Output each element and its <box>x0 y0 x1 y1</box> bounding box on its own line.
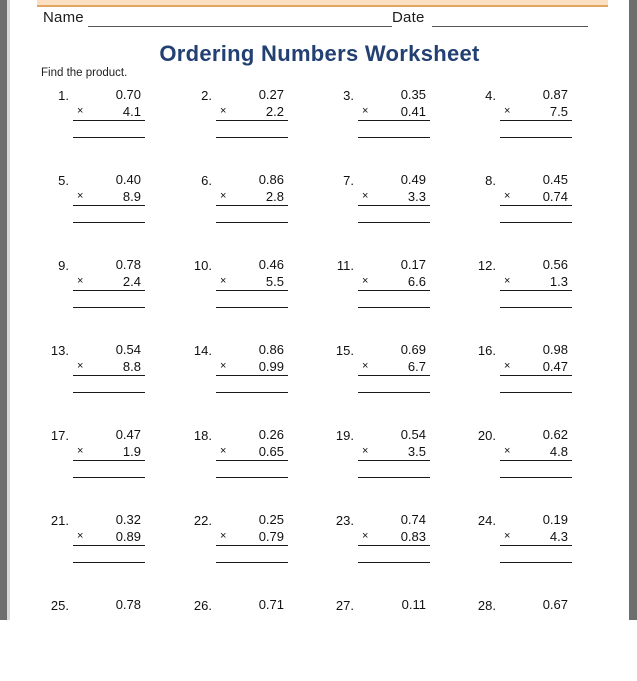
problem-stack <box>358 511 430 563</box>
problem <box>470 171 590 249</box>
multiply-operator-icon: × <box>77 275 84 287</box>
problem <box>186 256 306 334</box>
multiplier-line <box>216 273 288 291</box>
page-title: Ordering Numbers Worksheet <box>159 41 480 66</box>
answer-line[interactable] <box>500 137 572 138</box>
problem-stack <box>358 426 430 478</box>
problem-number: 21. <box>50 513 69 528</box>
multiplicand: 0.27 <box>258 87 284 102</box>
problem-number: 26. <box>193 598 212 613</box>
problem-number: 23. <box>335 513 354 528</box>
multiplier: 7.5 <box>549 104 568 119</box>
problem-number: 2. <box>201 88 212 103</box>
multiplier: 0.74 <box>542 189 568 204</box>
answer-line[interactable] <box>216 477 288 478</box>
multiplier: 2.4 <box>122 274 141 289</box>
multiplicand: 0.26 <box>258 427 284 442</box>
problem-stack <box>500 256 572 308</box>
answer-line[interactable] <box>358 222 430 223</box>
answer-line[interactable] <box>73 477 145 478</box>
answer-line[interactable] <box>500 477 572 478</box>
problem-stack <box>216 171 288 223</box>
multiplier-line <box>216 358 288 376</box>
multiplier-line <box>358 443 430 461</box>
multiply-operator-icon: × <box>504 445 511 457</box>
multiplier-line <box>73 273 145 291</box>
problem-stack <box>500 596 572 613</box>
problem <box>43 426 163 504</box>
multiplier: 1.3 <box>549 274 568 289</box>
multiplier: 8.9 <box>122 189 141 204</box>
problem-stack <box>216 256 288 308</box>
multiplicand: 0.86 <box>258 342 284 357</box>
multiplier-line <box>358 103 430 121</box>
multiplier: 3.3 <box>407 189 426 204</box>
problem-stack <box>500 426 572 478</box>
problem <box>43 171 163 249</box>
problem-number: 1. <box>58 88 69 103</box>
problem <box>328 171 448 249</box>
multiplier: 6.7 <box>407 359 426 374</box>
multiplicand: 0.25 <box>258 512 284 527</box>
problem-stack <box>358 596 430 613</box>
multiplier-line <box>73 188 145 206</box>
multiplicand: 0.86 <box>258 172 284 187</box>
problem-stack <box>500 171 572 223</box>
multiplicand: 0.35 <box>400 87 426 102</box>
multiplicand: 0.62 <box>542 427 568 442</box>
multiplicand: 0.47 <box>115 427 141 442</box>
multiply-operator-icon: × <box>362 360 369 372</box>
problem-number: 7. <box>343 173 354 188</box>
multiplicand: 0.78 <box>115 257 141 272</box>
multiplier-line <box>73 443 145 461</box>
multiplicand: 0.78 <box>115 597 141 612</box>
multiplier-line <box>73 528 145 546</box>
multiplier-line <box>73 103 145 121</box>
answer-line[interactable] <box>500 222 572 223</box>
problem-stack <box>73 426 145 478</box>
viewer-right-rail <box>629 0 637 620</box>
multiplier-line <box>358 358 430 376</box>
multiply-operator-icon: × <box>504 360 511 372</box>
answer-line[interactable] <box>500 562 572 563</box>
problem-number: 24. <box>477 513 496 528</box>
multiply-operator-icon: × <box>362 105 369 117</box>
answer-line[interactable] <box>73 562 145 563</box>
answer-line[interactable] <box>216 562 288 563</box>
multiplier: 0.79 <box>258 529 284 544</box>
problem-row <box>10 511 629 596</box>
problem-number: 3. <box>343 88 354 103</box>
name-input-line[interactable] <box>88 26 392 27</box>
problem-number: 27. <box>335 598 354 613</box>
multiply-operator-icon: × <box>77 105 84 117</box>
problem-number: 10. <box>193 258 212 273</box>
multiplier: 6.6 <box>407 274 426 289</box>
problem <box>470 341 590 419</box>
problem-stack <box>358 171 430 223</box>
multiplicand: 0.74 <box>400 512 426 527</box>
date-input-line[interactable] <box>432 26 588 27</box>
multiply-operator-icon: × <box>220 445 227 457</box>
problem-grid <box>10 86 629 681</box>
multiplier-line <box>73 358 145 376</box>
answer-line[interactable] <box>73 392 145 393</box>
problem <box>470 596 590 674</box>
multiplicand: 0.54 <box>400 427 426 442</box>
problem <box>470 86 590 164</box>
problem-number: 16. <box>477 343 496 358</box>
answer-line[interactable] <box>500 392 572 393</box>
multiply-operator-icon: × <box>504 105 511 117</box>
problem <box>328 426 448 504</box>
problem-row <box>10 86 629 171</box>
problem-number: 8. <box>485 173 496 188</box>
multiplier: 8.8 <box>122 359 141 374</box>
multiply-operator-icon: × <box>362 190 369 202</box>
problem-stack <box>216 511 288 563</box>
problem <box>328 596 448 674</box>
multiplier: 0.65 <box>258 444 284 459</box>
problem-stack <box>216 596 288 613</box>
problem <box>43 511 163 589</box>
answer-line[interactable] <box>216 137 288 138</box>
problem-row <box>10 256 629 341</box>
multiplier: 2.8 <box>265 189 284 204</box>
problem-number: 13. <box>50 343 69 358</box>
problem-row <box>10 596 629 681</box>
problem-stack <box>73 511 145 563</box>
problem-number: 22. <box>193 513 212 528</box>
multiplicand: 0.32 <box>115 512 141 527</box>
multiply-operator-icon: × <box>220 530 227 542</box>
problem-stack <box>73 256 145 308</box>
problem <box>43 341 163 419</box>
answer-line[interactable] <box>216 307 288 308</box>
answer-line[interactable] <box>73 307 145 308</box>
multiply-operator-icon: × <box>77 190 84 202</box>
multiplicand: 0.45 <box>542 172 568 187</box>
problem-row <box>10 341 629 426</box>
problem-stack <box>216 86 288 138</box>
multiplier: 1.9 <box>122 444 141 459</box>
multiplier-line <box>500 528 572 546</box>
problem <box>186 86 306 164</box>
problem-stack <box>358 341 430 393</box>
worksheet-page <box>10 0 629 620</box>
multiply-operator-icon: × <box>504 530 511 542</box>
problem-stack <box>500 511 572 563</box>
multiply-operator-icon: × <box>77 360 84 372</box>
problem-stack <box>216 341 288 393</box>
multiplier-line <box>358 528 430 546</box>
multiplier: 5.5 <box>265 274 284 289</box>
header-band <box>37 0 608 7</box>
multiplier: 0.99 <box>258 359 284 374</box>
multiplicand: 0.49 <box>400 172 426 187</box>
answer-line[interactable] <box>358 562 430 563</box>
multiplier-line <box>358 188 430 206</box>
name-date-row <box>10 9 629 31</box>
problem <box>186 426 306 504</box>
multiply-operator-icon: × <box>220 275 227 287</box>
problem <box>186 341 306 419</box>
multiplicand: 0.69 <box>400 342 426 357</box>
multiplicand: 0.56 <box>542 257 568 272</box>
problem <box>43 596 163 674</box>
problem-number: 17. <box>50 428 69 443</box>
problem <box>470 511 590 589</box>
multiplier: 4.1 <box>122 104 141 119</box>
answer-line[interactable] <box>73 137 145 138</box>
multiplicand: 0.19 <box>542 512 568 527</box>
answer-line[interactable] <box>358 477 430 478</box>
multiplicand: 0.40 <box>115 172 141 187</box>
problem <box>328 256 448 334</box>
multiply-operator-icon: × <box>362 275 369 287</box>
problem <box>186 596 306 674</box>
multiplier-line <box>500 358 572 376</box>
problem-number: 20. <box>477 428 496 443</box>
multiplier: 0.89 <box>115 529 141 544</box>
problem-row <box>10 171 629 256</box>
multiplier-line <box>216 528 288 546</box>
multiply-operator-icon: × <box>77 445 84 457</box>
problem-number: 25. <box>50 598 69 613</box>
problem-stack <box>358 86 430 138</box>
answer-line[interactable] <box>358 307 430 308</box>
problem-number: 5. <box>58 173 69 188</box>
multiplicand: 0.98 <box>542 342 568 357</box>
multiply-operator-icon: × <box>77 530 84 542</box>
multiply-operator-icon: × <box>220 360 227 372</box>
multiplier-line <box>216 103 288 121</box>
multiplier: 4.8 <box>549 444 568 459</box>
multiplicand: 0.70 <box>115 87 141 102</box>
instruction-text: Find the product. <box>41 67 128 79</box>
multiplicand: 0.87 <box>542 87 568 102</box>
multiplier: 4.3 <box>549 529 568 544</box>
problem <box>43 256 163 334</box>
answer-line[interactable] <box>500 307 572 308</box>
multiplier-line <box>500 443 572 461</box>
multiplier-line <box>216 188 288 206</box>
name-label: Name <box>43 9 84 26</box>
problem-stack <box>73 596 145 613</box>
problem-number: 18. <box>193 428 212 443</box>
multiplier: 2.2 <box>265 104 284 119</box>
multiplicand: 0.54 <box>115 342 141 357</box>
multiply-operator-icon: × <box>362 530 369 542</box>
problem <box>470 256 590 334</box>
multiply-operator-icon: × <box>220 105 227 117</box>
problem <box>470 426 590 504</box>
problem-number: 19. <box>335 428 354 443</box>
multiplicand: 0.17 <box>400 257 426 272</box>
multiplier-line <box>500 273 572 291</box>
multiplicand: 0.46 <box>258 257 284 272</box>
viewer-left-rail <box>0 0 7 620</box>
multiplier: 3.5 <box>407 444 426 459</box>
multiply-operator-icon: × <box>362 445 369 457</box>
date-label: Date <box>392 9 425 26</box>
problem-number: 12. <box>477 258 496 273</box>
problem <box>43 86 163 164</box>
problem <box>186 171 306 249</box>
multiplier-line <box>216 443 288 461</box>
multiplier-line <box>500 188 572 206</box>
answer-line[interactable] <box>358 137 430 138</box>
problem-stack <box>73 86 145 138</box>
multiplier: 0.47 <box>542 359 568 374</box>
problem-number: 11. <box>336 258 354 273</box>
multiply-operator-icon: × <box>220 190 227 202</box>
problem <box>328 86 448 164</box>
answer-line[interactable] <box>73 222 145 223</box>
problem-number: 28. <box>477 598 496 613</box>
multiplier: 0.83 <box>400 529 426 544</box>
problem-number: 15. <box>335 343 354 358</box>
multiplier-line <box>358 273 430 291</box>
problem-stack <box>500 86 572 138</box>
multiplicand: 0.71 <box>258 597 284 612</box>
multiplier: 0.41 <box>400 104 426 119</box>
problem-number: 6. <box>201 173 212 188</box>
problem-stack <box>500 341 572 393</box>
problem-number: 14. <box>193 343 212 358</box>
multiplicand: 0.11 <box>401 597 426 612</box>
problem-number: 4. <box>485 88 496 103</box>
problem-number: 9. <box>58 258 69 273</box>
problem-stack <box>73 341 145 393</box>
problem <box>186 511 306 589</box>
answer-line[interactable] <box>216 222 288 223</box>
answer-line[interactable] <box>216 392 288 393</box>
multiplicand: 0.67 <box>542 597 568 612</box>
problem-stack <box>216 426 288 478</box>
multiplier-line <box>500 103 572 121</box>
problem-row <box>10 426 629 511</box>
multiply-operator-icon: × <box>504 190 511 202</box>
problem-stack <box>358 256 430 308</box>
problem <box>328 341 448 419</box>
multiply-operator-icon: × <box>504 275 511 287</box>
answer-line[interactable] <box>358 392 430 393</box>
problem-stack <box>73 171 145 223</box>
problem <box>328 511 448 589</box>
